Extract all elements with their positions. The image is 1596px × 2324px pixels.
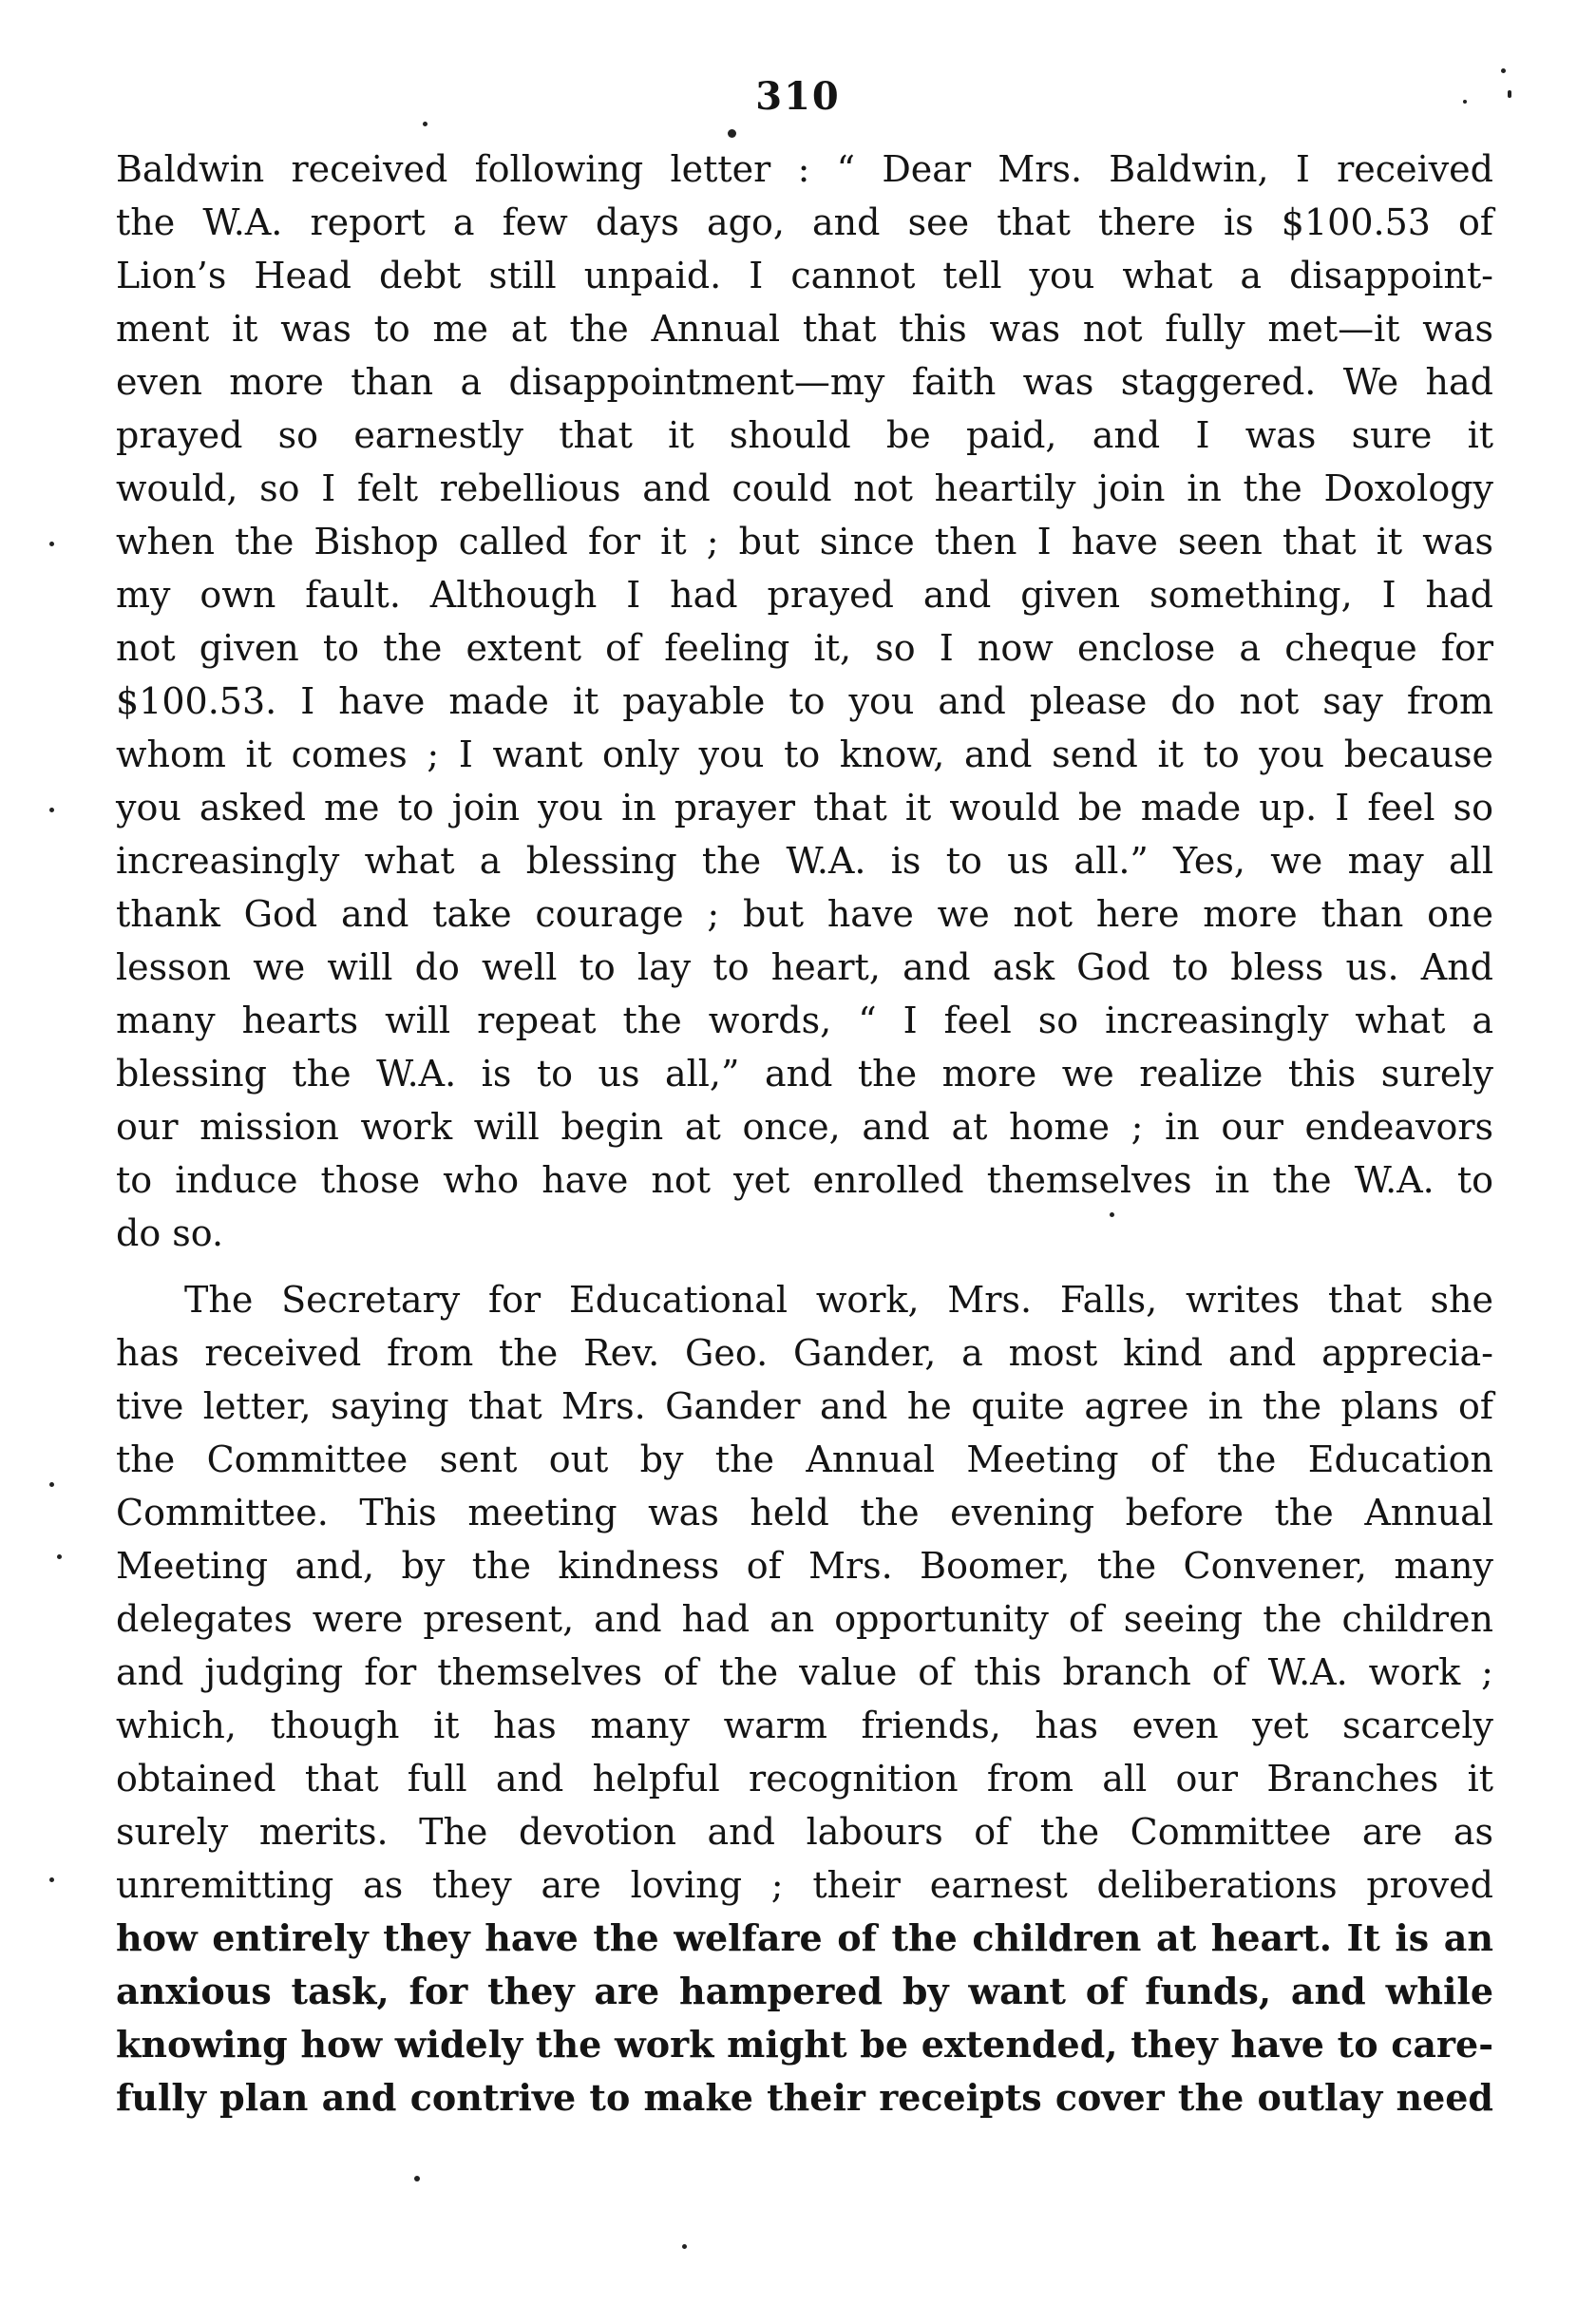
text-line: to induce those who have not yet enrolled themselves in the W.A. to	[116, 1159, 1493, 1201]
text-line: obtained that full and helpful recognition from all our Branches it	[116, 1758, 1493, 1800]
text-line: even more than a disappointment—my faith was staggered. We had	[116, 361, 1493, 403]
text-line: the Committee sent out by the Annual Meeting of the Education	[116, 1438, 1493, 1480]
text-line: prayed so earnestly that it should be paid, and I was sure it	[116, 414, 1493, 456]
text-line: tive letter, saying that Mrs. Gander and he quite agree in the plans of	[116, 1385, 1493, 1427]
text-line: blessing the W.A. is to us all,” and the more we realize this surely	[116, 1053, 1493, 1095]
scan-speck	[49, 808, 54, 812]
text-line: fully plan and contrive to make their receipts cover the outlay need	[116, 2076, 1493, 2119]
text-line: not given to the extent of feeling it, so I now enclose a cheque for	[116, 627, 1493, 669]
text-line: which, though it has many warm friends, has even yet scarcely	[116, 1705, 1493, 1746]
text-line: Baldwin received following letter : “ Dear Mrs. Baldwin, I received	[116, 148, 1493, 190]
scan-speck	[49, 1482, 54, 1487]
text-line: $100.53. I have made it payable to you and please do not say from	[116, 680, 1493, 722]
text-line: do so.	[116, 1212, 224, 1254]
body-text	[116, 143, 1493, 2124]
text-line: The Secretary for Educational work, Mrs. Falls, writes that she	[184, 1279, 1493, 1321]
text-line: unremitting as they are loving ; their earnest deliberations proved	[116, 1864, 1493, 1906]
scan-speck	[728, 129, 736, 138]
text-line: many hearts will repeat the words, “ I feel so increasingly what a	[116, 1000, 1493, 1041]
scan-speck	[1508, 90, 1511, 98]
scan-speck	[1463, 100, 1467, 104]
text-line: would, so I felt rebellious and could not heartily join in the Doxology	[116, 467, 1493, 509]
scan-speck	[1501, 68, 1506, 73]
text-line: and judging for themselves of the value of this branch of W.A. work ;	[116, 1651, 1493, 1693]
scan-speck	[1110, 1212, 1114, 1217]
text-line: thank God and take courage ; but have we not here more than one	[116, 893, 1493, 935]
text-line: my own fault. Although I had prayed and given something, I had	[116, 574, 1493, 616]
text-line: Lion’s Head debt still unpaid. I cannot tell you what a disappoint-	[116, 255, 1493, 296]
text-line: when the Bishop called for it ; but since then I have seen that it was	[116, 521, 1493, 562]
scan-speck	[49, 542, 54, 546]
page-number: 310	[755, 74, 841, 119]
text-line: ment it was to me at the Annual that this was not fully met—it was	[116, 308, 1493, 350]
text-line: lesson we will do well to lay to heart, and ask God to bless us. And	[116, 946, 1493, 988]
text-line: delegates were present, and had an opportunity of seeing the children	[116, 1598, 1493, 1640]
scan-speck	[414, 2176, 420, 2181]
scan-speck	[57, 1554, 62, 1559]
text-line: anxious task, for they are hampered by want of funds, and while	[116, 1970, 1493, 2012]
text-line: our mission work will begin at once, and at home ; in our endeavors	[116, 1106, 1493, 1148]
text-line: the W.A. report a few days ago, and see that there is $100.53 of	[116, 201, 1493, 243]
paragraph-gap	[116, 1260, 1493, 1273]
paragraph-education	[116, 1273, 1493, 2124]
text-line: surely merits. The devotion and labours of the Committee are as	[116, 1811, 1493, 1853]
text-line: you asked me to join you in prayer that it would be made up. I feel so	[116, 787, 1493, 829]
text-line: knowing how widely the work might be extended, they have to care-	[116, 2023, 1493, 2066]
scan-speck	[423, 122, 428, 126]
scan-speck	[49, 1877, 54, 1882]
text-line: Meeting and, by the kindness of Mrs. Boomer, the Convener, many	[116, 1545, 1493, 1587]
text-line: has received from the Rev. Geo. Gander, a most kind and apprecia-	[116, 1332, 1493, 1374]
scan-speck	[682, 2244, 687, 2249]
text-line: whom it comes ; I want only you to know, and send it to you because	[116, 733, 1493, 775]
paragraph-letter	[116, 143, 1493, 1260]
text-line: increasingly what a blessing the W.A. is to us all.” Yes, we may all	[116, 840, 1493, 882]
text-line: Committee. This meeting was held the evening before the Annual	[116, 1492, 1493, 1533]
text-line: how entirely they have the welfare of the children at heart. It is an	[116, 1916, 1493, 1959]
